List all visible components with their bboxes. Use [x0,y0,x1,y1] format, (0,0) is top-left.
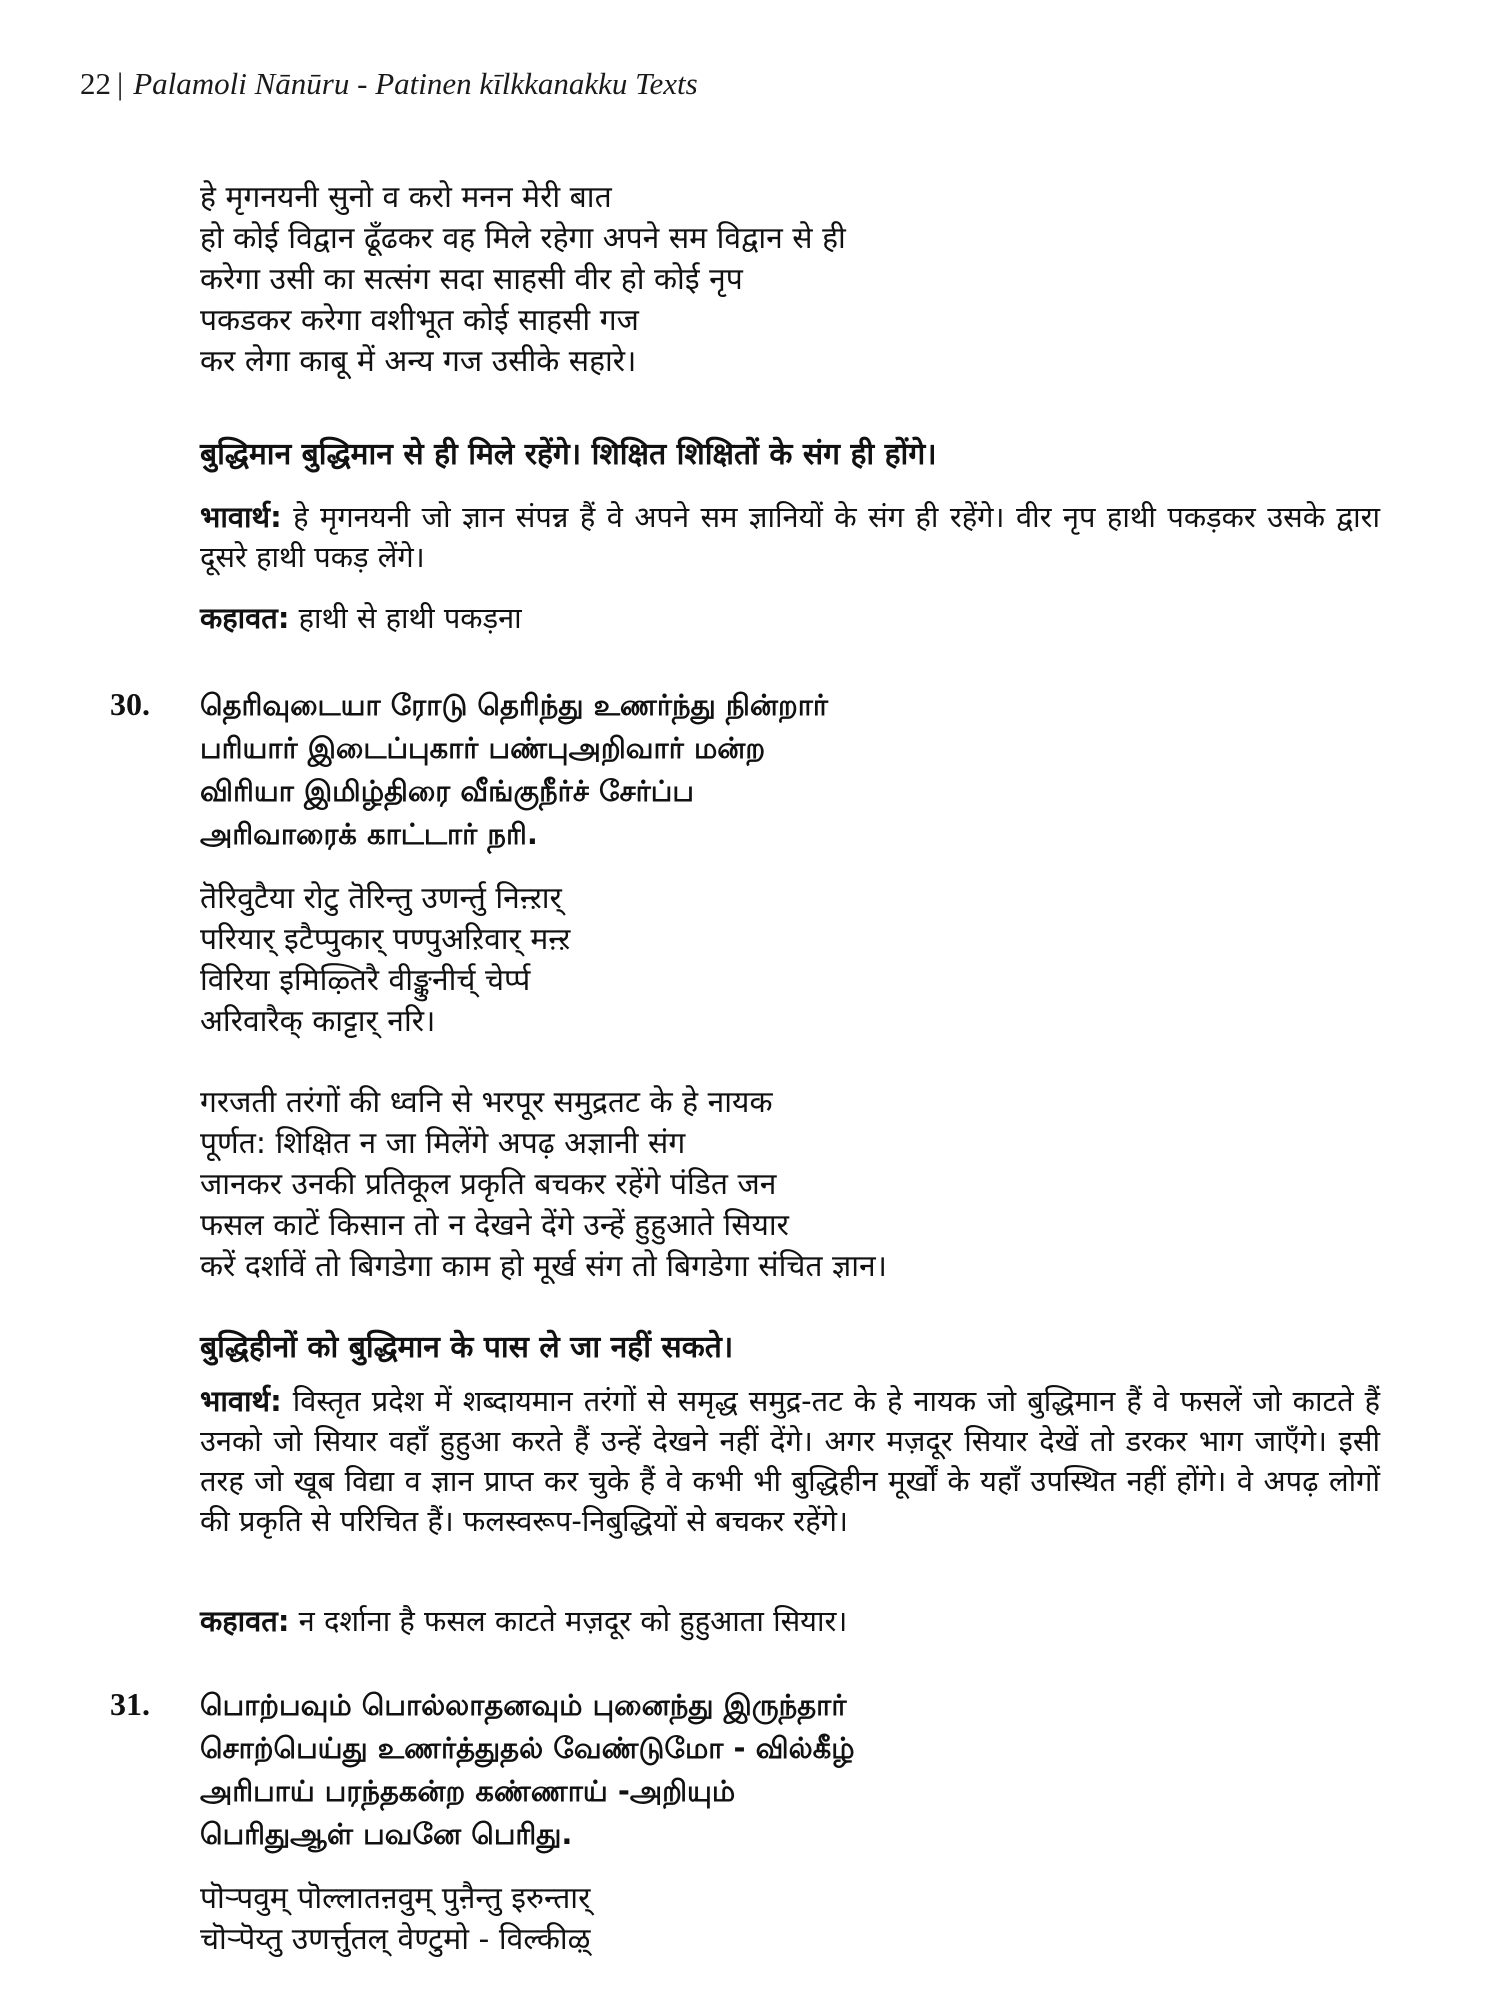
proverb-text: हाथी से हाथी पकड़ना [298,601,522,635]
verse30-meaning [200,1381,1380,1541]
verse29-meaning [200,497,1380,577]
book-title: Palamoli Nānūru - Patinen kīlkkanakku Texts [133,66,698,101]
transliteration-line: अरिवारैक् काट्टार् नरि। [200,1004,436,1039]
header-separator: | [117,66,124,101]
verse-line: फसल काटें किसान तो न देखने देंगे उन्हें हुहुआते सियार [200,1208,789,1243]
meaning-text: हे मृगनयनी जो ज्ञान संपन्न हैं वे अपने सम ज्ञानियों के संग ही रहेंगे। वीर नृप हाथी पकड़कर उसके द्वारा दूसरे हाथी पकड़ लेंगे। [200,500,1380,574]
verse31-tamil [200,1684,1380,1856]
transliteration-line: परियार् इटैप्पुकार् पण्पुअऱिवार् मऩ्ऱ [200,922,571,957]
transliteration-line: चॊऱ्पॆय्तु उणर्त्तुतल् वेण्टुमो - विल्कीऴ् [200,1922,591,1957]
verse-line: कर लेगा काबू में अन्य गज उसीके सहारे। [200,344,637,379]
verse29-hindi-verse [200,177,1380,382]
verse-line: पूर्णत: शिक्षित न जा मिलेंगे अपढ़ अज्ञानी संग [200,1126,686,1161]
verse29-proverb [200,598,1380,638]
verse-line: पकडकर करेगा वशीभूत कोई साहसी गज [200,303,639,338]
running-header [80,66,698,102]
verse-number-31: 31. [110,1686,150,1722]
verse31-transliteration [200,1878,1380,1960]
meaning-text: विस्तृत प्रदेश में शब्दायमान तरंगों से समृद्ध समुद्र-तट के हे नायक जो बुद्धिमान हैं वे फसलें जो काटते हैं उनको जो सियार वहाँ हुहुआ करते हैं उन्हें देखने नहीं देंगे। अगर मज़दूर सियार देखें तो डरकर भाग जाएँगे। इसी तरह जो खूब विद्या व ज्ञान प्राप्त कर चुके हैं वे कभी भी बुद्धिहीन मूर्खों के यहाँ उपस्थित नहीं होंगे। वे अपढ़ लोगों की प्रकृति से परिचित हैं। फलस्वरूप-निबुद्धियों से बचकर रहेंगे। [200,1384,1381,1538]
verse-line: करेगा उसी का सत्संग सदा साहसी वीर हो कोई नृप [200,262,743,297]
proverb-label: कहावत: [200,601,290,635]
verse-line: करें दर्शावें तो बिगडेगा काम हो मूर्ख संग तो बिगडेगा संचित ज्ञान। [200,1249,888,1284]
verse30-hindi-verse [200,1082,1380,1287]
verse30-moral: बुद्धिहीनों को बुद्धिमान के पास ले जा नहीं सकते। [200,1330,734,1365]
tamil-line: தெரிவுடையா ரோடு தெரிந்து உணர்ந்து நின்றார் [200,688,829,722]
verse-line: हो कोई विद्वान ढूँढकर वह मिले रहेगा अपने सम विद्वान से ही [200,221,846,256]
tamil-line: அரிபாய் பரந்தகன்ற கண்ணாய் -அறியும் [200,1774,736,1808]
meaning-label: भावार्थ: [200,500,282,534]
transliteration-line: तॆरिवुटैया रोटु तॆरिन्तु उणर्न्तु निऩ्ऱार् [200,881,562,916]
verse-line: गरजती तरंगों की ध्वनि से भरपूर समुद्रतट के हे नायक [200,1085,773,1120]
meaning-label: भावार्थ: [200,1384,282,1418]
tamil-line: பரியார் இடைப்புகார் பண்புஅறிவார் மன்ற [200,731,766,765]
tamil-line: சொற்பெய்து உணர்த்துதல் வேண்டுமோ - வில்கீழ் [200,1731,855,1765]
tamil-line: பொற்பவும் பொல்லாதனவும் புனைந்து இருந்தார் [200,1688,847,1722]
verse-number-30: 30. [110,686,150,722]
verse30-transliteration [200,878,1380,1042]
proverb-label: कहावत: [200,1604,290,1638]
proverb-text: न दर्शाना है फसल काटते मज़दूर को हुहुआता सियार। [298,1604,848,1638]
tamil-line: விரியா இமிழ்திரை வீங்குநீர்ச் சேர்ப்ப [200,774,694,808]
verse30-proverb [200,1601,1380,1641]
verse-line: हे मृगनयनी सुनो व करो मनन मेरी बात [200,180,612,215]
verse29-moral: बुद्धिमान बुद्धिमान से ही मिले रहेंगे। शिक्षित शिक्षितों के संग ही होंगे। [200,437,937,472]
transliteration-line: विरिया इमिऴ्तिरै वीङ्कुनीर्च् चेर्प्प [200,963,531,998]
tamil-line: அரிவாரைக் காட்டார் நரி. [200,817,538,851]
page-number: 22 [80,66,111,101]
tamil-line: பெரிதுஆள் பவனே பெரிது. [200,1817,573,1851]
verse-line: जानकर उनकी प्रतिकूल प्रकृति बचकर रहेंगे पंडित जन [200,1167,777,1202]
verse30-tamil [200,684,1380,856]
transliteration-line: पॊऱ्पवुम् पॊल्लातऩवुम् पुऩैन्तु इरुन्तार् [200,1881,591,1916]
